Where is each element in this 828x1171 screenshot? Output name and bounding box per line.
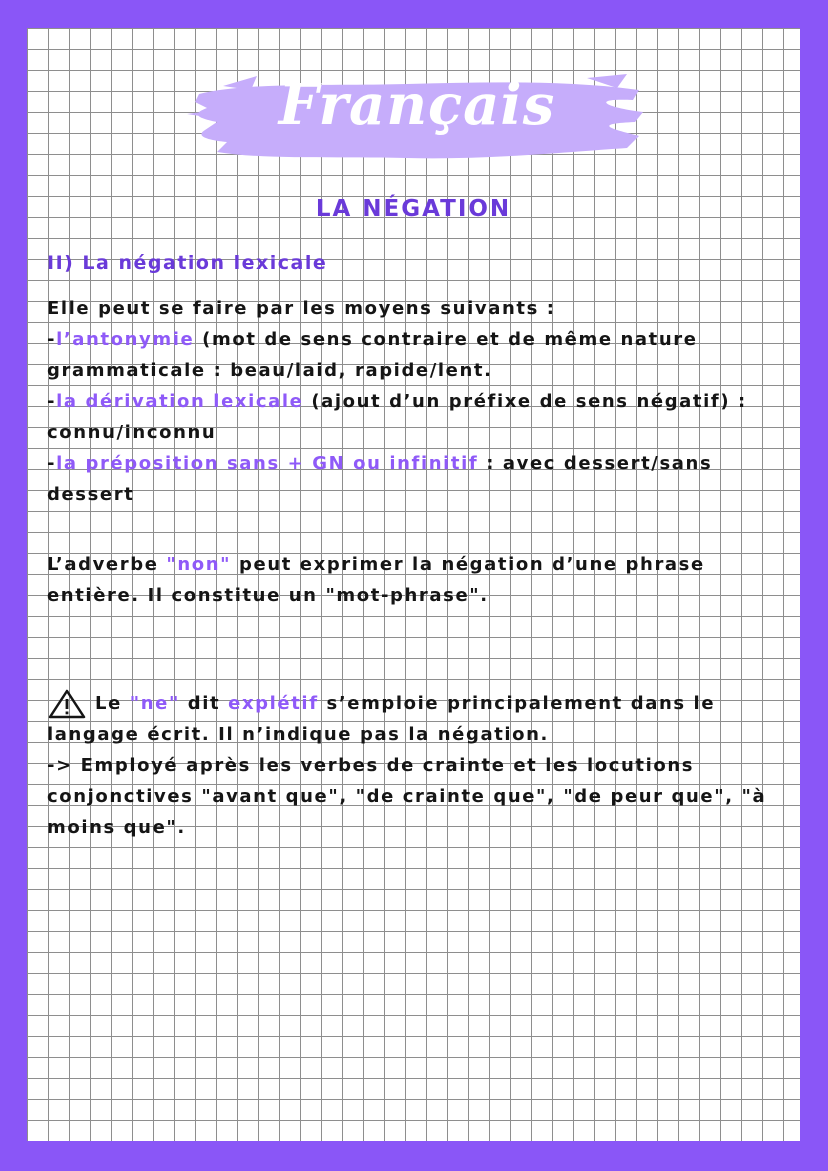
expletive-ne-paragraph — [47, 688, 787, 843]
notebook-page — [27, 28, 800, 1141]
non-highlight: "non" — [166, 554, 232, 575]
derivation-text: (ajout d’un préfixe de sens négatif) : connu/inconnu — [47, 391, 747, 443]
lexical-negation-paragraph — [47, 293, 787, 510]
page-subtitle: LA NÉGATION — [315, 196, 512, 222]
derivation-highlight: la dérivation lexicale — [56, 391, 304, 412]
list-dash: - — [47, 329, 57, 350]
list-dash: - — [47, 391, 57, 412]
expletive-before: Le — [95, 693, 130, 714]
adverb-before: L’adverbe — [47, 554, 167, 575]
warning-icon — [47, 688, 87, 719]
antonymie-highlight: l’antonymie — [56, 329, 195, 350]
expletive-after: s’emploie principalement dans le langage écrit. Il n’indique pas la négation. — [47, 693, 716, 745]
intro-line — [47, 293, 787, 510]
expletive-text — [47, 688, 787, 843]
page-title: Français — [278, 72, 556, 138]
expletif-highlight: explétif — [228, 693, 319, 714]
ne-highlight: "ne" — [129, 693, 180, 714]
antonymie-text: (mot de sens contraire et de même nature grammaticale : beau/laid, rapide/lent. — [47, 329, 698, 381]
section-heading: II) La négation lexicale — [47, 252, 328, 274]
expletive-usage: -> Employé après les verbes de crainte et les locutions conjonctives "avant que", "de crainte que", "de peur que", "à moins que". — [47, 755, 767, 838]
preposition-highlight: la préposition sans + GN ou infinitif — [56, 453, 479, 474]
preposition-text: : avec dessert/sans dessert — [47, 453, 713, 505]
intro-text: Elle peut se faire par les moyens suivants : — [47, 298, 556, 319]
adverb-non-text — [47, 549, 787, 611]
expletive-middle: dit — [179, 693, 229, 714]
adverb-non-paragraph — [47, 549, 787, 611]
adverb-after: peut exprimer la négation d’une phrase entière. Il constitue un "mot-phrase". — [47, 554, 705, 606]
list-dash: - — [47, 453, 57, 474]
